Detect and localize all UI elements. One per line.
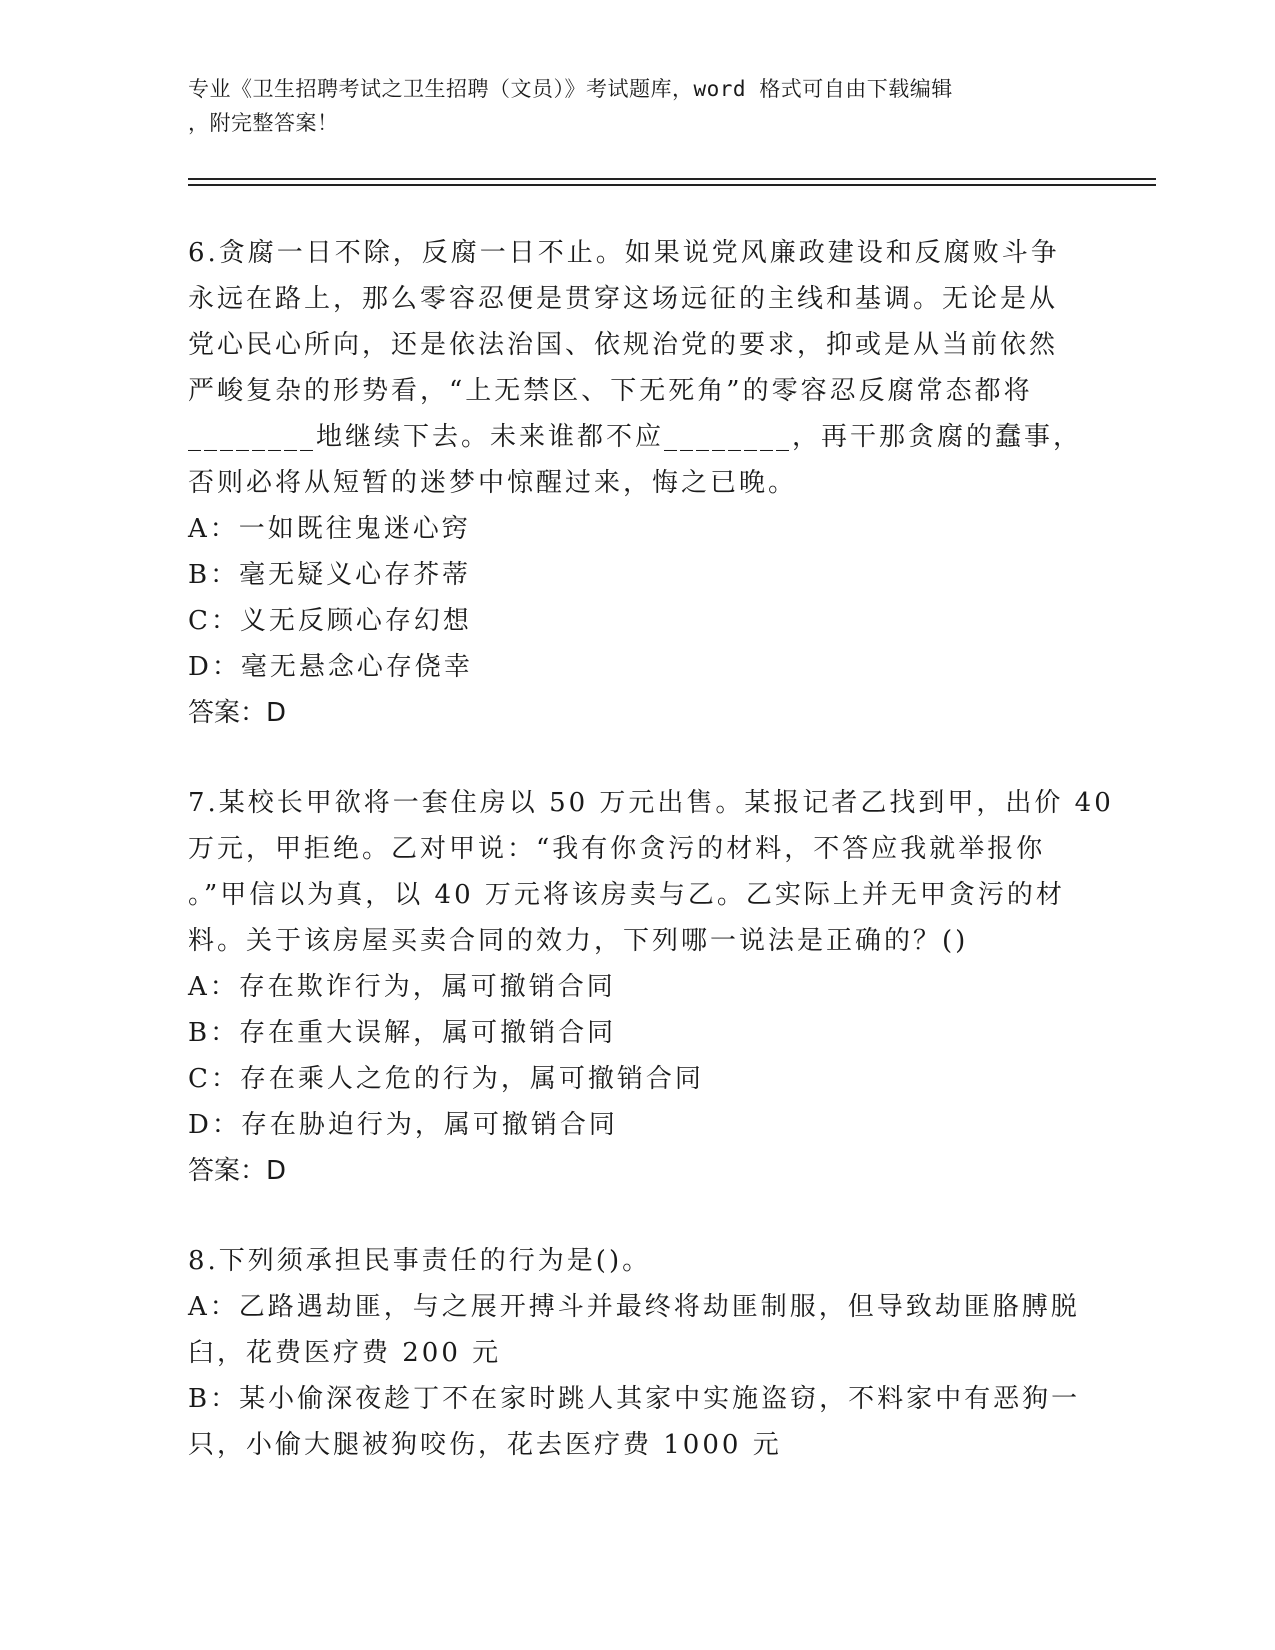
document-header <box>188 72 1068 140</box>
question-item <box>188 1238 1088 1468</box>
header-rule-top <box>188 178 1156 180</box>
option-text: A：存在欺诈行为，属可撤销合同 <box>188 972 616 1002</box>
answer-label: 答案：D <box>188 698 287 728</box>
stem-line: 永远在路上，那么零容忍便是贯穿这场远征的主线和基调。无论是从 <box>188 284 1059 314</box>
stem-line: 否则必将从短暂的迷梦中惊醒过来，悔之已晚。 <box>188 468 798 498</box>
question-list <box>188 230 1114 1468</box>
question-item <box>188 230 1088 736</box>
option-c <box>188 1056 1088 1102</box>
option-text: A：乙路遇劫匪，与之展开搏斗并最终将劫匪制服，但导致劫匪胳膊脱 <box>188 1292 1080 1322</box>
stem-line: 严峻复杂的形势看，“上无禁区、下无死角”的零容忍反腐常态都将 <box>188 376 1033 406</box>
option-text: B：毫无疑义心存芥蒂 <box>188 560 472 590</box>
stem-line: ________地继续下去。未来谁都不应________，再干那贪腐的蠢事， <box>188 422 1083 452</box>
answer-label: 答案：D <box>188 1156 287 1186</box>
question-stem <box>188 1238 1088 1284</box>
spacer <box>188 736 1088 780</box>
option-text: 只，小偷大腿被狗咬伤，花去医疗费 1000 元 <box>188 1430 782 1460</box>
option-text: C：义无反顾心存幻想 <box>188 606 472 636</box>
stem-line: 料。关于该房屋买卖合同的效力，下列哪一说法是正确的？() <box>188 926 969 956</box>
stem-line: 8.下列须承担民事责任的行为是()。 <box>188 1246 652 1276</box>
question-stem <box>188 230 1088 506</box>
option-b <box>188 1010 1088 1056</box>
option-text: A：一如既往鬼迷心窍 <box>188 514 471 544</box>
spacer <box>188 1194 1088 1238</box>
question-item <box>188 780 1114 1194</box>
option-text: B：某小偷深夜趁丁不在家时跳人其家中实施盗窃，不料家中有恶狗一 <box>188 1384 1081 1414</box>
question-stem <box>188 780 1114 964</box>
stem-line: 。”甲信以为真，以 40 万元将该房卖与乙。乙实际上并无甲贪污的材 <box>188 880 1065 910</box>
stem-line: 6.贪腐一日不除，反腐一日不止。如果说党风廉政建设和反腐败斗争 <box>188 238 1060 268</box>
option-d <box>188 1102 1088 1148</box>
option-b <box>188 552 1088 598</box>
header-line: ，附完整答案！ <box>188 111 339 135</box>
header-rule-bottom <box>188 184 1156 186</box>
stem-line: 万元，甲拒绝。乙对甲说：“我有你贪污的材料，不答应我就举报你 <box>188 834 1046 864</box>
option-text: 臼，花费医疗费 200 元 <box>188 1338 502 1368</box>
option-a <box>188 506 1088 552</box>
option-a <box>188 964 1088 1010</box>
option-b <box>188 1376 1088 1468</box>
option-text: D：毫无悬念心存侥幸 <box>188 652 473 682</box>
option-text: D：存在胁迫行为，属可撤销合同 <box>188 1110 618 1140</box>
option-c <box>188 598 1088 644</box>
stem-line: 党心民心所向，还是依法治国、依规治党的要求，抑或是从当前依然 <box>188 330 1059 360</box>
option-d <box>188 644 1088 690</box>
option-text: B：存在重大误解，属可撤销合同 <box>188 1018 617 1048</box>
header-line: 专业《卫生招聘考试之卫生招聘（文员）》考试题库，word 格式可自由下载编辑 <box>188 77 953 101</box>
option-a <box>188 1284 1088 1376</box>
option-text: C：存在乘人之危的行为，属可撤销合同 <box>188 1064 704 1094</box>
stem-line: 7.某校长甲欲将一套住房以 50 万元出售。某报记者乙找到甲，出价 40 <box>188 788 1114 818</box>
